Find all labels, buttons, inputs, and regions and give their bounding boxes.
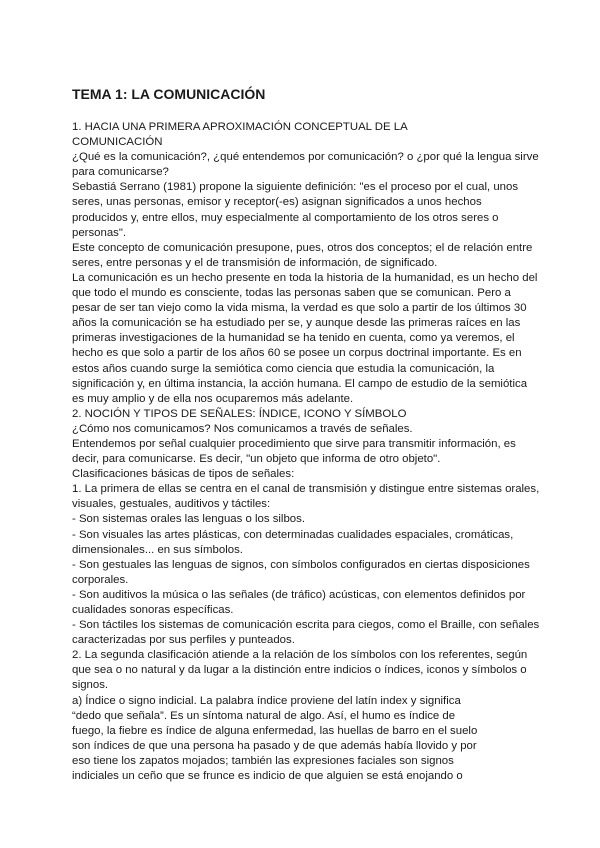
document-body bbox=[72, 120, 540, 784]
text-line: que todo el mundo es consciente, todas las personas saben que se comunican. Pero a bbox=[72, 287, 511, 300]
text-line: “dedo que señala”. Es un síntoma natural de algo. Así, el humo es índice de bbox=[72, 709, 456, 722]
text-line: 2. NOCIÓN Y TIPOS DE SEÑALES: ÍNDICE, ICONO Y SÍMBOLO bbox=[72, 407, 407, 420]
text-line: que sea o no natural y da lugar a la distinción entre indicios o índices, iconos y símbolos o bbox=[72, 664, 527, 677]
text-line: personas". bbox=[72, 226, 127, 239]
text-line: - Son gestuales las lenguas de signos, con símbolos configurados en ciertas disposiciones bbox=[72, 558, 530, 571]
text-line: - Son visuales las artes plásticas, con determinadas cualidades espaciales, cromáticas, bbox=[72, 528, 514, 541]
text-line: significación y, en última instancia, la acción humana. El campo de estudio de la semiótica bbox=[72, 377, 528, 390]
text-line: hecho es que solo a partir de los años 60 se posee un corpus doctrinal importante. Es en bbox=[72, 347, 522, 360]
text-line: 1. HACIA UNA PRIMERA APROXIMACIÓN CONCEPTUAL DE LA bbox=[72, 121, 408, 133]
text-line: eso tiene los zapatos mojados; también las expresiones faciales son signos bbox=[72, 754, 454, 767]
text-line: signos. bbox=[72, 679, 109, 692]
text-line: cualidades sonoras específicas. bbox=[72, 604, 234, 616]
text-line: 1. La primera de ellas se centra en el canal de transmisión y distingue entre sistemas orales, bbox=[72, 483, 540, 496]
text-line: - Son táctiles los sistemas de comunicación escrita para ciegos, como el Braille, con señales bbox=[72, 619, 540, 632]
text-line: Entendemos por señal cualquier procedimiento que sirve para transmitir información, es bbox=[72, 437, 516, 450]
text-line: son índices de que una persona ha pasado y de que además había llovido y por bbox=[72, 739, 477, 752]
text-line: años la comunicación se ha estudiado per se, y aunque desde las primeras raíces en las bbox=[72, 317, 521, 330]
text-line: fuego, la fiebre es índice de alguna enfermedad, las huellas de barro en el suelo bbox=[72, 724, 478, 737]
text-line: estos años cuando surge la semiótica como ciencia que estudia la comunicación, la bbox=[72, 362, 495, 375]
text-line: 2. La segunda clasificación atiende a la relación de los símbolos con los referentes, según bbox=[72, 649, 528, 662]
text-line: primeras investigaciones de la humanidad se ha tenido en cuenta, como ya veremos, el bbox=[72, 332, 515, 345]
text-line: seres, entre personas y el de transmisión de información, de significado. bbox=[72, 256, 438, 269]
text-line: Sebastiá Serrano (1981) propone la siguiente definición: "es el proceso por el cual, unos bbox=[72, 181, 519, 194]
text-line: decir, para comunicarse. Es decir, "un objeto que informa de otro objeto". bbox=[72, 453, 441, 466]
text-line: ¿Qué es la comunicación?, ¿qué entendemos por comunicación? o ¿por qué la lengua sirve bbox=[72, 151, 539, 164]
text-line: para comunicarse? bbox=[72, 166, 169, 179]
text-line: es muy amplio y de ella nos ocuparemos más adelante. bbox=[72, 392, 354, 405]
text-line: La comunicación es un hecho presente en toda la historia de la humanidad, es un hecho del bbox=[72, 271, 538, 284]
text-line: Clasificaciones básicas de tipos de señales: bbox=[72, 468, 295, 481]
text-line: dimensionales... en sus símbolos. bbox=[72, 543, 243, 556]
text-line: pesar de ser tan viejo como la vida misma, la verdad es que solo a partir de los últimos 30 bbox=[72, 302, 527, 315]
text-line: COMUNICACIÓN bbox=[72, 136, 163, 149]
text-line: a) Índice o signo indicial. La palabra índice proviene del latín index y significa bbox=[72, 694, 461, 707]
text-line: seres, unas personas, emisor y receptor(-es) asignan significados a unos hechos bbox=[72, 196, 482, 209]
text-line: ¿Cómo nos comunicamos? Nos comunicamos a través de señales. bbox=[72, 422, 413, 435]
text-line: corporales. bbox=[72, 573, 129, 586]
text-line: caracterizadas por sus perfiles y punteados. bbox=[72, 634, 295, 647]
text-line: indiciales un ceño que se frunce es indicio de que alguien se está enojando o bbox=[72, 770, 463, 783]
text-line: Este concepto de comunicación presupone, pues, otros dos conceptos; el de relación entre bbox=[72, 241, 533, 254]
document-title: TEMA 1: LA COMUNICACIÓN bbox=[72, 86, 266, 102]
text-line: visuales, gestuales, auditivos y táctiles: bbox=[72, 498, 271, 511]
text-line: - Son sistemas orales las lenguas o los silbos. bbox=[72, 513, 305, 526]
text-line: - Son auditivos la música o las señales (de tráfico) acústicas, con elementos definidos por bbox=[72, 588, 526, 601]
text-line: producidos y, entre ellos, muy especialmente al comportamiento de los otros seres o bbox=[72, 211, 499, 224]
